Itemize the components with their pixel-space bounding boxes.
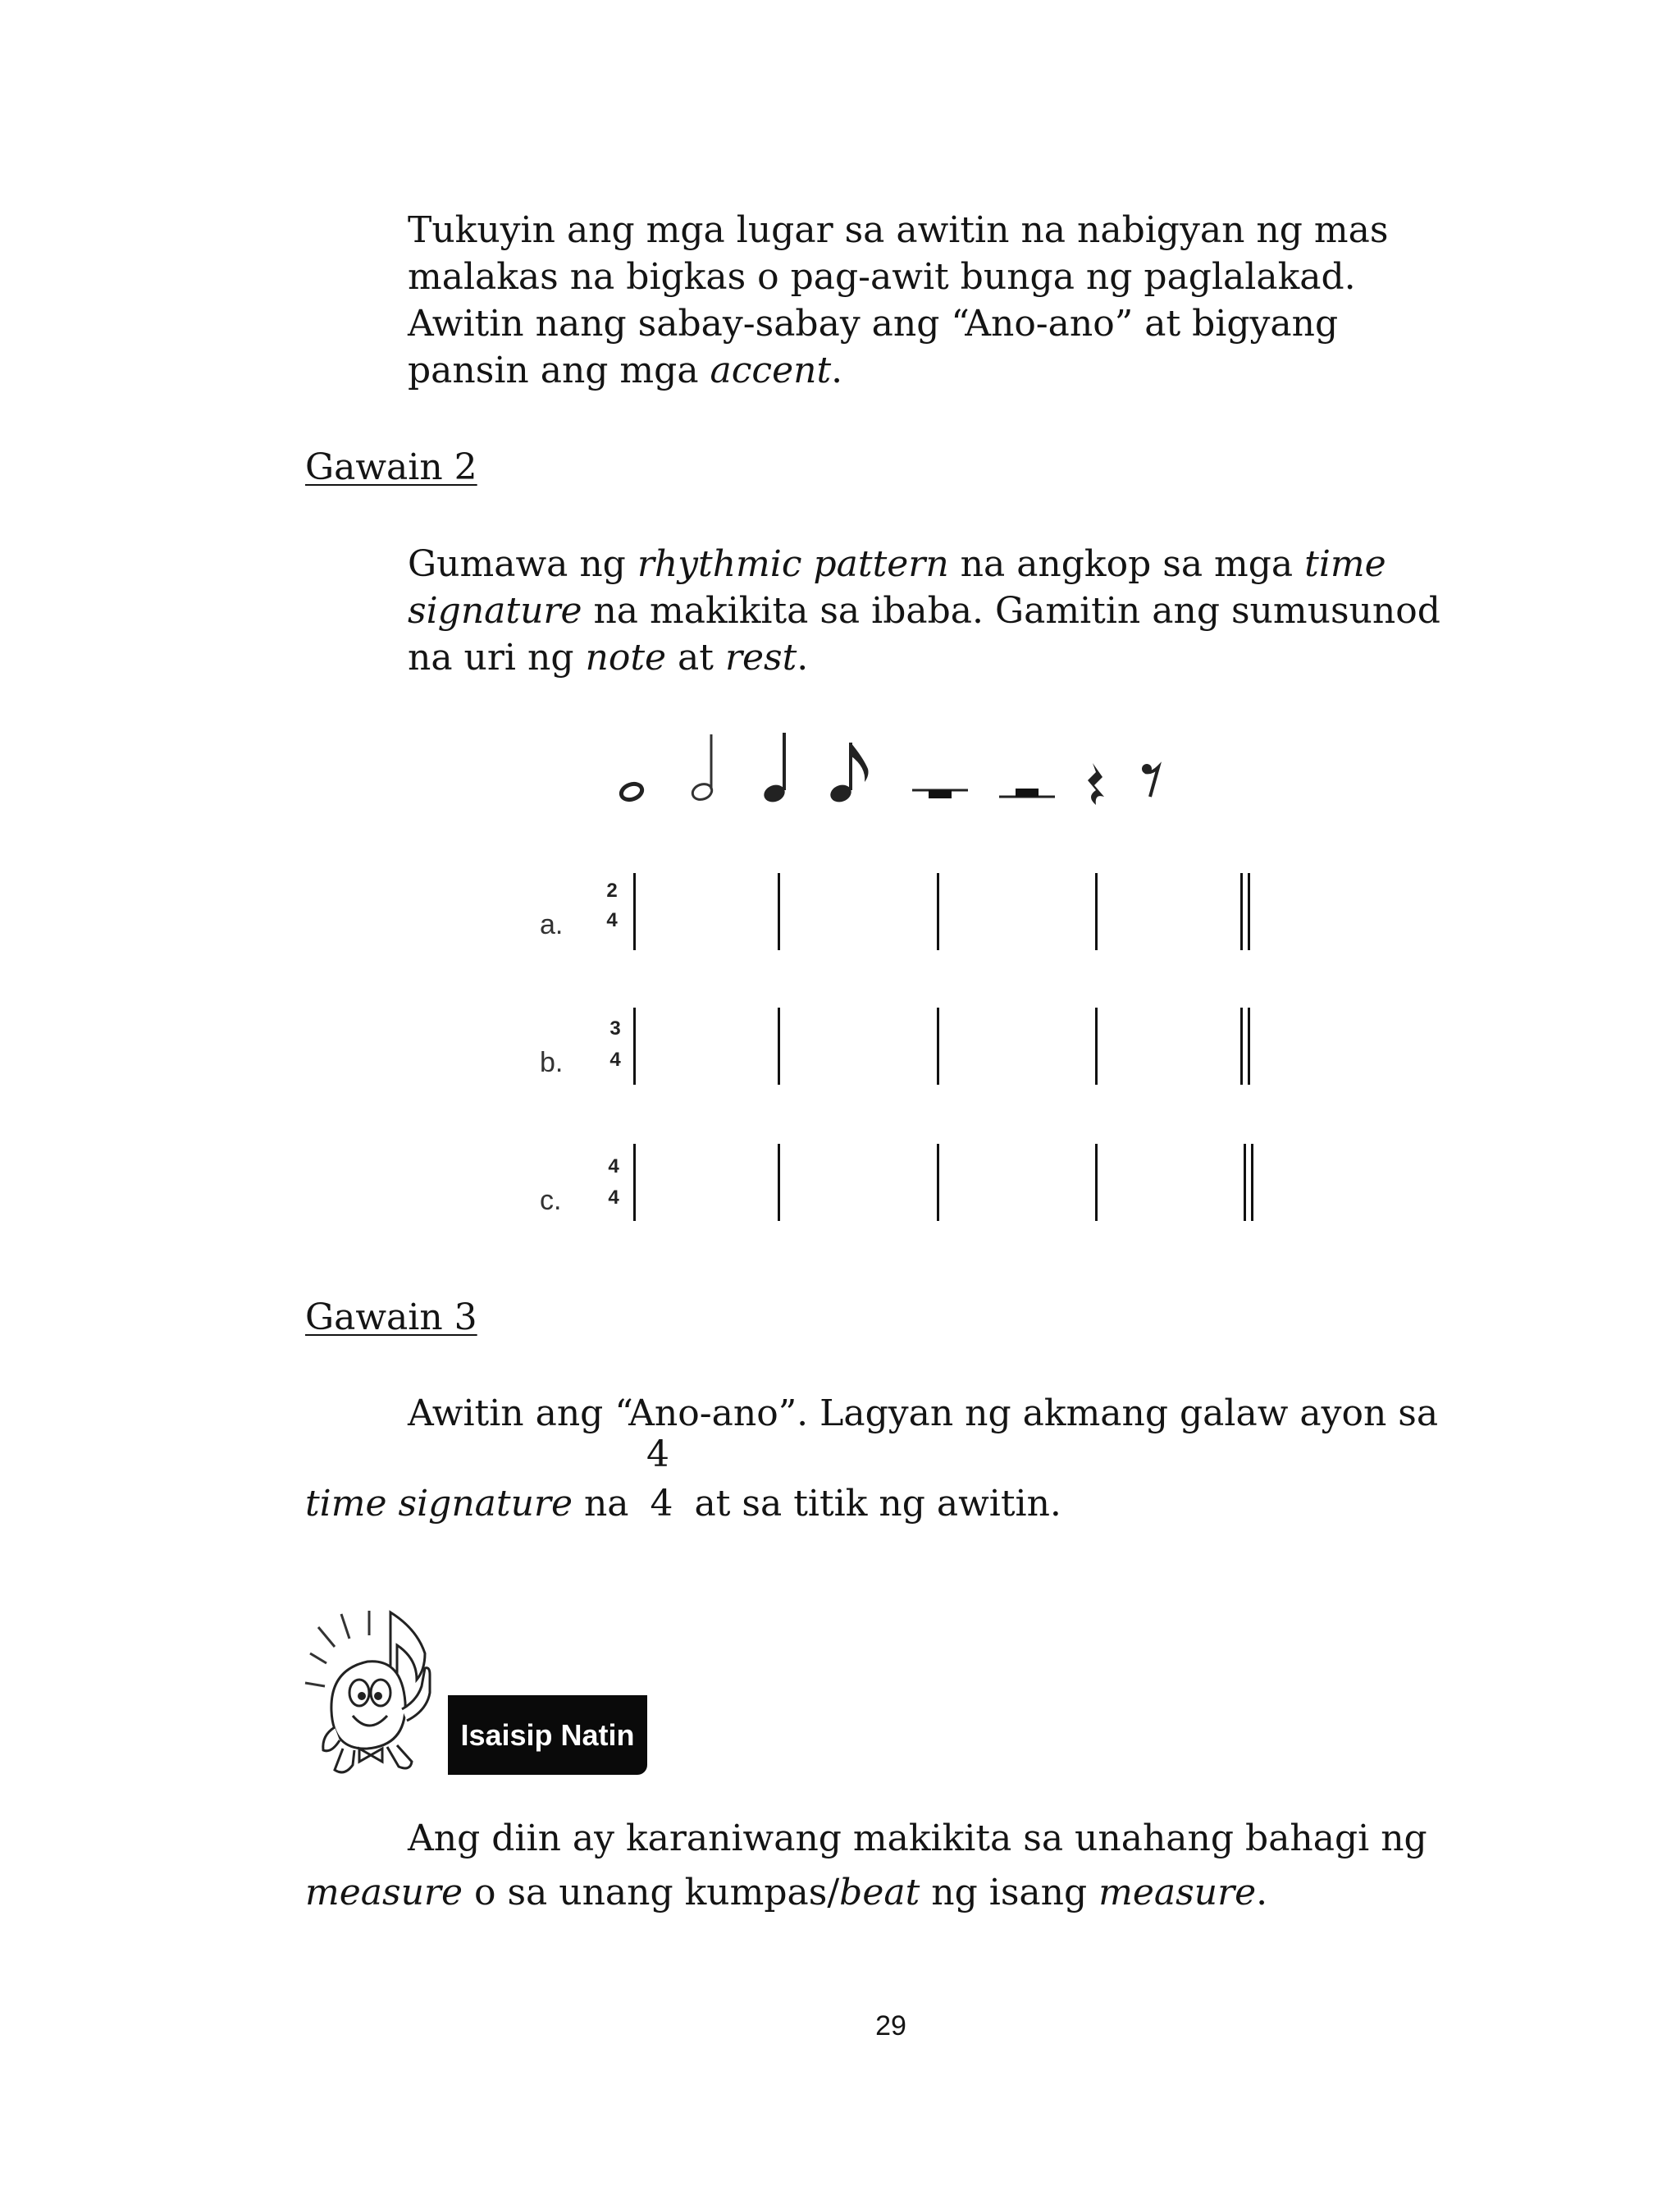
quarter-note-icon — [761, 733, 787, 805]
barline — [633, 873, 636, 950]
whole-rest-icon — [912, 790, 968, 798]
barline — [633, 1144, 636, 1221]
exercise-label: a. — [540, 909, 564, 940]
barline — [937, 1008, 939, 1085]
exercise-label: b. — [540, 1047, 564, 1078]
closing-line-2: measure o sa unang kumpas/beat ng isang measure. — [305, 1872, 1268, 1913]
closing-paragraph — [305, 1812, 1427, 1920]
barline — [1095, 873, 1098, 950]
gawain-3-heading: Gawain 3 — [305, 1296, 477, 1338]
closing-line-1: Ang diin ay karaniwang makikita sa unahang bahagi ng — [408, 1817, 1427, 1859]
time-signature-bottom: 4 — [609, 1049, 621, 1071]
barline — [778, 873, 780, 950]
time-signature-top: 3 — [609, 1017, 621, 1040]
time-signature-bottom: 4 — [606, 909, 618, 931]
inline-time-signature-top: 4 — [646, 1433, 669, 1475]
time-signature-top: 2 — [606, 880, 618, 902]
gawain-2-line-1: Gumawa ng rhythmic pattern na angkop sa mga time — [408, 543, 1386, 585]
intro-line-4: pansin ang mga accent. — [408, 350, 843, 391]
time-signature-top: 4 — [608, 1155, 619, 1177]
eighth-note-icon — [828, 743, 868, 805]
note-rest-symbols — [607, 726, 1198, 816]
barline — [1095, 1008, 1098, 1085]
double-barline — [1248, 873, 1250, 950]
double-barline — [1240, 873, 1243, 950]
gawain-2-line-2: signature na makikita sa ibaba. Gamitin ang sumusunod — [408, 590, 1440, 632]
exercise-label: c. — [540, 1185, 562, 1216]
gawain-2-instructions — [408, 541, 1440, 681]
barline — [778, 1008, 780, 1085]
page-number: 29 — [875, 2010, 906, 2041]
gawain-3-line-2: time signature na 4 at sa titik ng awitin. — [305, 1480, 1061, 1527]
half-note-icon — [691, 734, 714, 802]
double-barline — [1251, 1144, 1253, 1221]
whole-note-icon — [619, 781, 645, 802]
barline — [937, 1144, 939, 1221]
time-signature-bottom: 4 — [608, 1186, 619, 1209]
gawain-2-line-3: na uri ng note at rest. — [408, 637, 809, 679]
isaisip-natin-badge: Isaisip Natin — [448, 1695, 647, 1775]
gawain-3-line-1: Awitin ang “Ano-ano”. Lagyan ng akmang galaw ayon sa — [408, 1392, 1439, 1434]
intro-line-3: Awitin nang sabay-sabay ang “Ano-ano” at bigyang — [408, 303, 1339, 345]
barline — [1095, 1144, 1098, 1221]
barline — [778, 1144, 780, 1221]
eighth-rest-icon — [1142, 764, 1158, 797]
music-note-mascot-icon — [302, 1604, 450, 1781]
barline — [937, 873, 939, 950]
double-barline — [1244, 1144, 1246, 1221]
double-barline — [1248, 1008, 1250, 1085]
gawain-2-heading: Gawain 2 — [305, 446, 477, 488]
intro-paragraph — [408, 207, 1388, 394]
double-barline — [1240, 1008, 1243, 1085]
half-rest-icon — [999, 789, 1055, 797]
intro-line-2: malakas na bigkas o pag-awit bunga ng paglalakad. — [408, 256, 1356, 298]
barline — [633, 1008, 636, 1085]
quarter-rest-icon — [1088, 763, 1104, 805]
intro-line-1: Tukuyin ang mga lugar sa awitin na nabigyan ng mas — [408, 209, 1389, 251]
inline-time-signature-bottom: 4 — [650, 1483, 673, 1525]
